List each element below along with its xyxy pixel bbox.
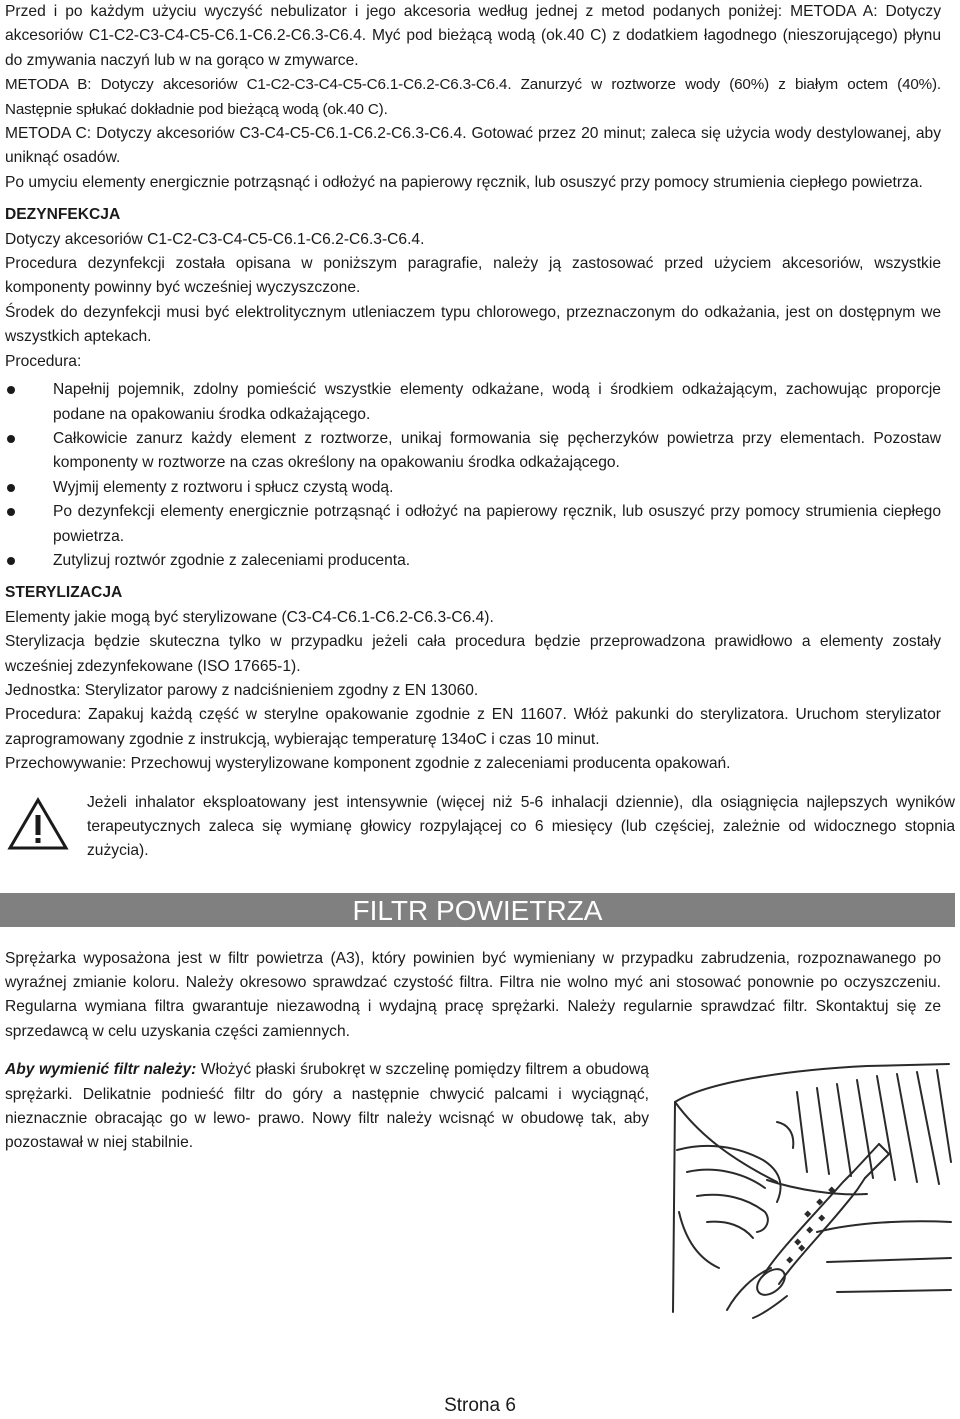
cleaning-method-c: METODA C: Dotyczy akcesoriów C3-C4-C5-C6.1-C6.2-C6.3-C6.4. Gotować przez 20 minut; zaleca się użycia wody destylowanej, aby uniknąć osadów.: [5, 125, 941, 167]
list-item: [5, 427, 941, 476]
sterilization-condition: Sterylizacja będzie skuteczna tylko w przypadku jeżeli cała procedura będzie przeprowadzona prawidłowo a elementy zostały wcześniej zdezynfekowane (ISO 17665-1).: [5, 633, 941, 675]
disinfection-steps: [5, 378, 941, 573]
replace-paragraph: [5, 1058, 649, 1156]
disinfection-intro: Procedura dezynfekcji została opisana w poniższym paragrafie, należy ją zastosować przed użyciem akcesoriów, wszystkie komponenty powinny być wcześniej wyczyszczone.: [5, 255, 941, 297]
bullet-icon: [7, 508, 15, 516]
disinfection-agent: Środek do dezynfekcji musi być elektrolitycznym utleniaczem typu chlorowego, przeznaczonym do odkażania, jest on dostępnym we wszystkich aptekach.: [5, 303, 941, 346]
spacer: [5, 1044, 941, 1058]
step-text: Po dezynfekcji elementy energicznie potrząsnąć i odłożyć na papierowy ręcznik, lub osuszyć przy pomocy strumienia ciepłego powietrza.: [53, 503, 941, 545]
bullet-icon: [7, 435, 15, 443]
list-item: [5, 500, 941, 549]
step-text: Zutylizuj roztwór zgodnie z zaleceniami producenta.: [53, 551, 411, 569]
banner-title: FILTR POWIETRZA: [352, 894, 603, 926]
sterilization-unit: Jednostka: Sterylizator parowy z nadciśnieniem zgodny z EN 13060.: [5, 681, 479, 699]
cleaning-drying: Po umyciu elementy energicznie potrząsnąć i odłożyć na papierowy ręcznik, lub osuszyć przy pomocy strumienia ciepłego powietrza.: [5, 173, 923, 191]
bullet-icon: [7, 484, 15, 492]
list-item: [5, 476, 941, 500]
disinfection-heading: DEZYNFEKCJA: [5, 206, 121, 224]
filter-description: Sprężarka wyposażona jest w filtr powietrza (A3), który powinien być wymieniany w przypadku zabrudzenia, rozpoznawanego po wyraźnej zmianie koloru. Należy okresowo sprawdzać czystość filtra. Filtra nie wolno myć ani stosować ponownie po oczyszczeniu. Regularna wymiana filtra gwarantuje niezawodną i wydajną pracę sprężarki. Należy regularnie sprawdzać filtr. Skontaktuj się ze sprzedawcą w celu uzyskania części zamiennych.: [5, 949, 941, 1040]
sterilization-storage: Przechowywanie: Przechowuj wysterylizowane komponent zgodnie z zaleceniami producenta opakowań.: [5, 755, 731, 773]
warning-triangle-icon: [7, 797, 69, 851]
warning-text: Jeżeli inhalator eksploatowany jest intensywnie (więcej niż 5-6 inhalacji dziennie), dla osiągnięcia najlepszych wyników terapeutycznych zaleca się wymianę głowicy rozpylającej co 6 miesięcy (lub częściej, zależnie od widocznego stopnia zużycia).: [87, 793, 955, 860]
replace-lead: Aby wymienić filtr należy:: [5, 1061, 197, 1079]
filter-replacement-illustration: [667, 1062, 953, 1320]
filter-replace-instructions: [5, 1058, 649, 1156]
spacer: [5, 573, 941, 581]
step-text: Napełnij pojemnik, zdolny pomieścić wszystkie elementy odkażane, wodą i środkiem odkażającym, zachowując proporcje podane na opakowaniu środka odkażającego.: [53, 381, 941, 423]
sterilization-items: Elementy jakie mogą być sterylizowane (C3-C4-C6.1-C6.2-C6.3-C6.4).: [5, 608, 494, 626]
section-banner: [0, 893, 955, 927]
cleaning-method-b: METODA B: Dotyczy akcesoriów C1-C2-C3-C4-C5-C6.1-C6.2-C6.3-C6.4. Zanurzyć w roztworze wody (60%) z białym octem (40%). Następnie spłukać dokładnie pod bieżącą wodą (ok.40 C).: [5, 76, 941, 118]
procedure-label: Procedura:: [5, 352, 82, 370]
sterilization-procedure: Procedura: Zapakuj każdą część w sterylne opakowanie zgodnie z EN 11607. Włóż pakunki do sterylizatora. Uruchom sterylizator zaprogramowany zgodnie z instrukcją, wybierając temperaturę 134oC i czas 10 minut.: [5, 706, 941, 748]
replace-text: Włożyć płaski śrubokręt w szczelinę pomiędzy filtrem a obudową sprężarki. Delikatnie podnieść filtr do góry a następnie chwycić palcami i wyciągnąć, nieznacznie obracając go w lewo- prawo. Nowy filtr należy wcisnąć w obudowę tak, aby pozostawał w niej stabilnie.: [5, 1061, 649, 1152]
spacer: [5, 195, 941, 203]
list-item: [5, 549, 941, 573]
filter-section: [5, 947, 941, 1156]
step-text: Całkowicie zanurz każdy element z roztworze, unikaj formowania się pęcherzyków powietrza przy elementach. Pozostaw komponenty w roztworze na czas określony na opakowaniu środka odkażającego.: [53, 429, 941, 472]
cleaning-intro: Przed i po każdym użyciu wyczyść nebulizator i jego akcesoria według jednej z metod podanych poniżej: METODA A: Dotyczy akcesoriów C1-C2-C3-C4-C5-C6.1-C6.2-C6.3-C6.4. Myć pod bieżącą wodą (ok.40 C) z dodatkiem łagodnego (nieszorującego) płynu do zmywania naczyń lub w na gorąco w zmywarce.: [5, 3, 941, 69]
sterilization-heading: STERYLIZACJA: [5, 584, 123, 602]
page-number: Strona 6: [444, 1395, 516, 1416]
list-item: [5, 378, 941, 427]
bullet-icon: [7, 386, 15, 394]
bullet-icon: [7, 557, 15, 565]
disinfection-applies: Dotyczy akcesoriów C1-C2-C3-C4-C5-C6.1-C6.2-C6.3-C6.4.: [5, 230, 425, 248]
warning-box: [5, 791, 955, 871]
step-text: Wyjmij elementy z roztworu i spłucz czystą wodą.: [53, 478, 394, 496]
document-page: [5, 0, 955, 1156]
